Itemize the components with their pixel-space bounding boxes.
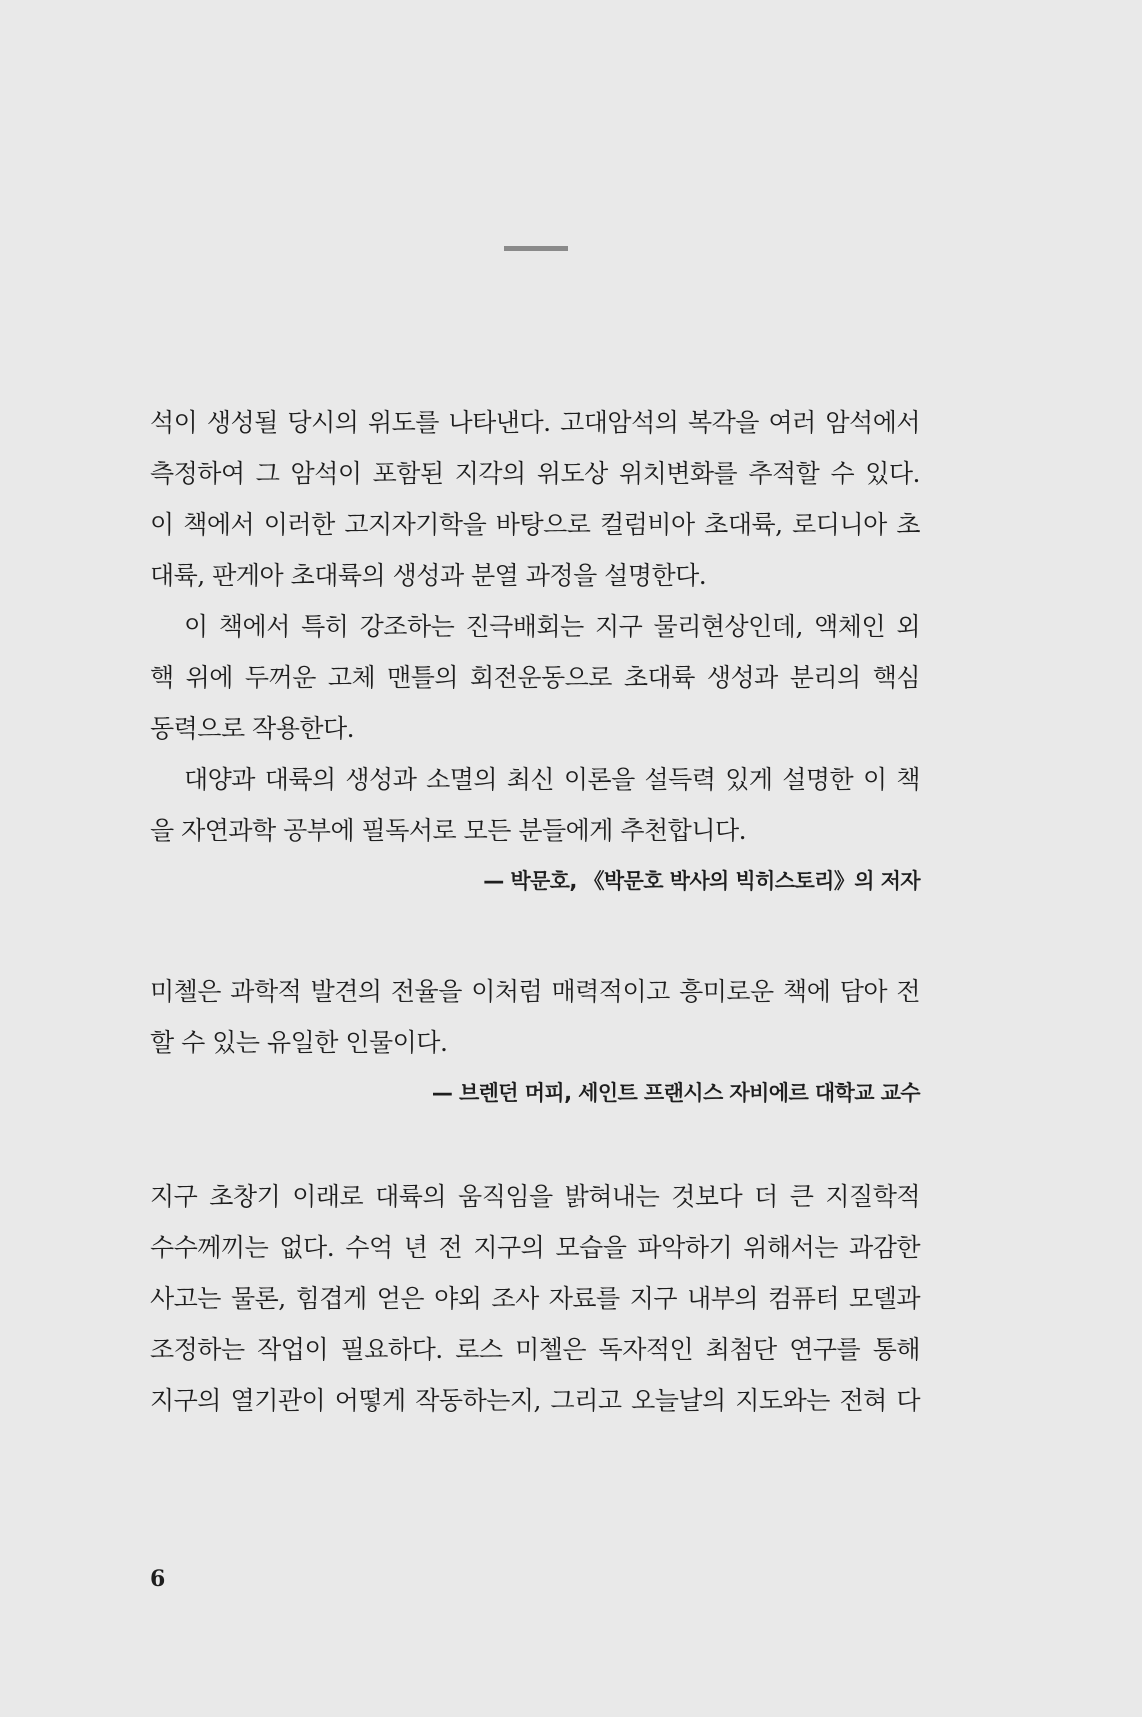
- quote-1-line: 대륙, 판게아 초대륙의 생성과 분열 과정을 설명한다.: [150, 561, 707, 590]
- page-number: 6: [150, 1566, 166, 1592]
- quote-2-attribution: — 브렌던 머피, 세인트 프랜시스 자비에르 대학교 교수: [431, 1081, 920, 1105]
- quote-1-line: 을 자연과학 공부에 필독서로 모든 분들에게 추천합니다.: [150, 816, 747, 845]
- quote-3-line: 지구 초창기 이래로 대륙의 움직임을 밝혀내는 것보다 더 큰 지질학적: [150, 1182, 920, 1211]
- quote-1-line: 대양과 대륙의 생성과 소멸의 최신 이론을 설득력 있게 설명한 이 책: [184, 765, 920, 794]
- section-divider: [504, 246, 568, 251]
- quote-1-attribution: — 박문호, 《박문호 박사의 빅히스토리》의 저자: [483, 869, 920, 893]
- quote-1-line: 동력으로 작용한다.: [150, 714, 355, 743]
- quote-1-line: 석이 생성될 당시의 위도를 나타낸다. 고대암석의 복각을 여러 암석에서: [150, 408, 920, 437]
- quote-2-line: 미첼은 과학적 발견의 전율을 이처럼 매력적이고 흥미로운 책에 담아 전: [150, 977, 920, 1006]
- quote-1-line: 이 책에서 특히 강조하는 진극배회는 지구 물리현상인데, 액체인 외: [184, 612, 920, 641]
- quote-3-line: 지구의 열기관이 어떻게 작동하는지, 그리고 오늘날의 지도와는 전혀 다: [150, 1386, 920, 1415]
- quote-1-line: 핵 위에 두꺼운 고체 맨틀의 회전운동으로 초대륙 생성과 분리의 핵심: [150, 663, 920, 692]
- quote-2-line: 할 수 있는 유일한 인물이다.: [150, 1028, 448, 1057]
- quote-1-line: 측정하여 그 암석이 포함된 지각의 위도상 위치변화를 추적할 수 있다.: [150, 459, 920, 488]
- quote-1-line: 이 책에서 이러한 고지자기학을 바탕으로 컬럼비아 초대륙, 로디니아 초: [150, 510, 920, 539]
- quote-3-line: 수수께끼는 없다. 수억 년 전 지구의 모습을 파악하기 위해서는 과감한: [150, 1233, 920, 1262]
- quote-3-line: 사고는 물론, 힘겹게 얻은 야외 조사 자료를 지구 내부의 컴퓨터 모델과: [150, 1284, 920, 1313]
- quote-3-line: 조정하는 작업이 필요하다. 로스 미첼은 독자적인 최첨단 연구를 통해: [150, 1335, 920, 1364]
